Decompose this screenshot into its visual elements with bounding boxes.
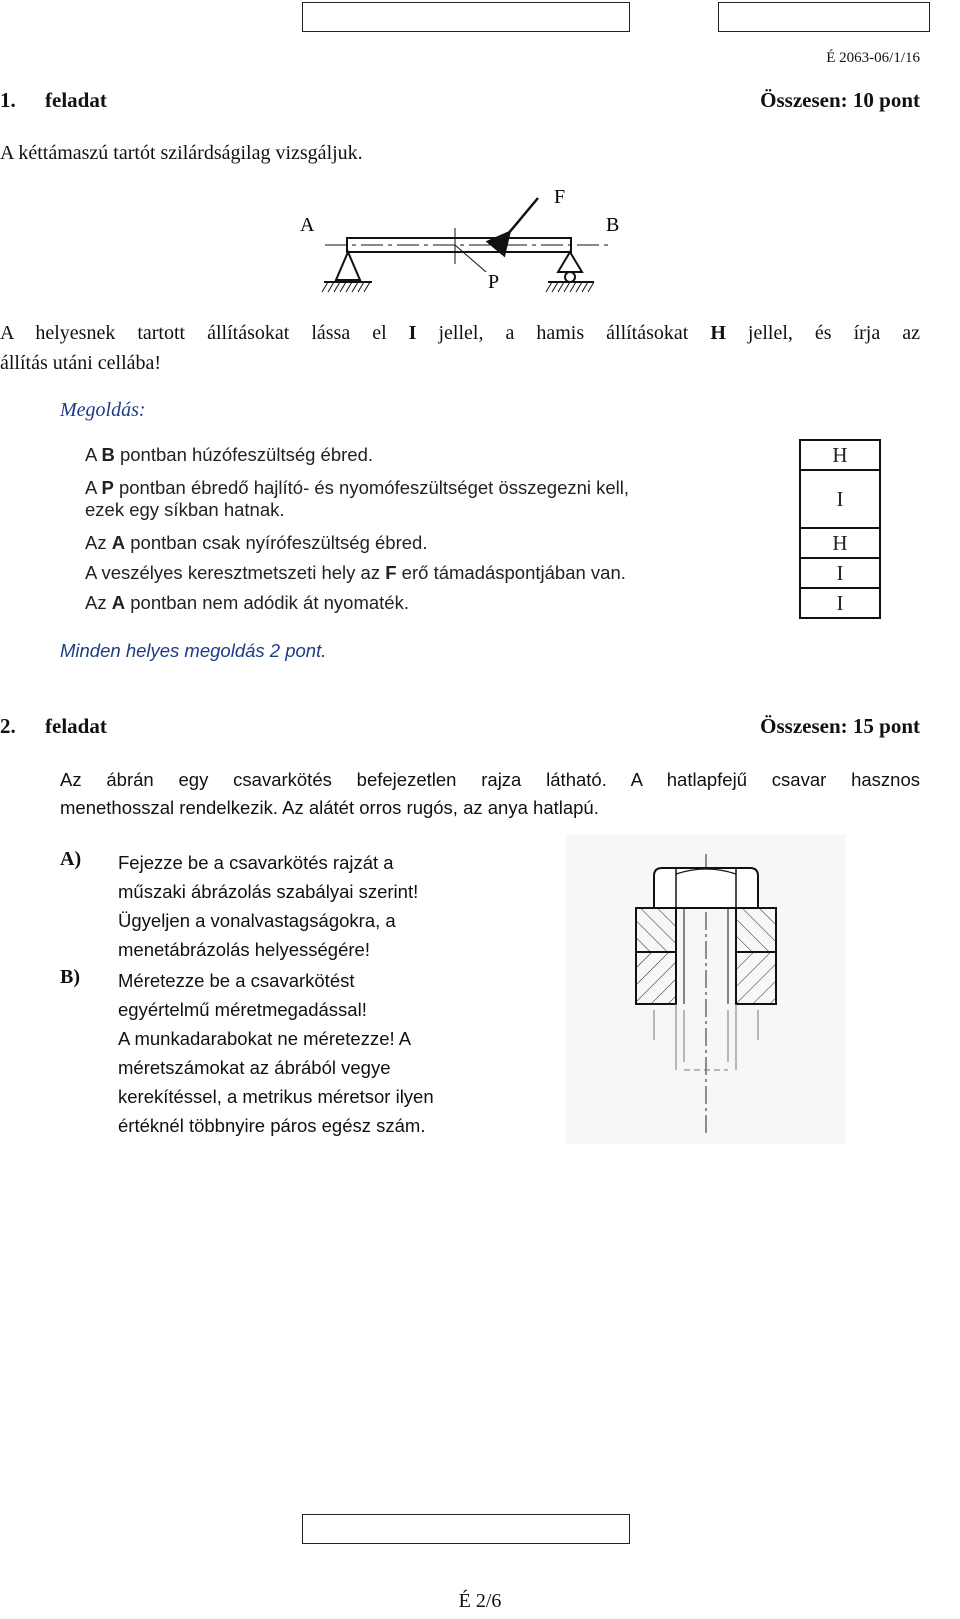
bolt-drawing: [566, 834, 846, 1144]
table-row: [75, 470, 880, 528]
task1-title: feladat: [45, 88, 107, 112]
lower-plate-left: [636, 952, 676, 1004]
answer-cell-4[interactable]: I: [800, 558, 880, 588]
solution-table: [75, 439, 881, 619]
solution-label: Megoldás:: [60, 399, 146, 421]
lower-plate-right: [736, 952, 776, 1004]
header-box-right: [718, 2, 930, 32]
scoring-note: Minden helyes megoldás 2 pont.: [60, 640, 327, 661]
beam-figure: [300, 180, 640, 300]
statement-1: A B pontban húzófeszültség ébred.: [75, 440, 800, 470]
answer-cell-1[interactable]: H: [800, 440, 880, 470]
item-a-text: Fejezze be a csavarkötés rajzát a műszaki ábrázolás szabályai szerint! Ügyeljen a vonalvastagságokra, a menetábrázolás helyességére!: [118, 852, 419, 960]
task1-instruction: A helyesnek tartott állításokat lássa el I jellel, a hamis állításokat H jellel, és írja az: [0, 322, 920, 344]
support-b: [558, 252, 582, 272]
label-b: B: [606, 214, 620, 236]
task2-number: 2.: [0, 714, 16, 738]
header-box-left: [302, 2, 630, 32]
label-a: A: [300, 214, 315, 236]
item-a-label: A): [60, 848, 82, 870]
bolt-head: [654, 868, 758, 908]
table-row: [75, 558, 880, 588]
upper-plate-right: [736, 908, 776, 952]
task2-title: feladat: [45, 714, 107, 738]
force-arrow: [508, 198, 538, 234]
task2-intro-line2: menethosszal rendelkezik. Az alátét orros rugós, az anya hatlapú.: [60, 797, 599, 818]
item-b-text: Méretezze be a csavarkötést egyértelmű méretmegadással! A munkadarabokat ne méretezze! A méretszámokat az ábrából vegye kerekítéssel, a metrikus méretsor ilyen értéknél többnyire páros egész szám.: [118, 970, 434, 1136]
label-f: F: [554, 186, 566, 208]
task1-instruction-line2: állítás utáni cellába!: [0, 352, 162, 374]
label-p: P: [488, 271, 500, 293]
answer-cell-2[interactable]: I: [800, 470, 880, 528]
statement-4: A veszélyes keresztmetszeti hely az F erő támadáspontjában van.: [75, 558, 800, 588]
task1-number: 1.: [0, 88, 16, 112]
footer-box: [302, 1514, 630, 1544]
table-row: [75, 528, 880, 558]
answer-cell-5[interactable]: I: [800, 588, 880, 618]
task2-total: Összesen: 15 pont: [760, 714, 920, 738]
exam-code: É 2063-06/1/16: [826, 50, 920, 66]
task2-intro-line1: Az ábrán egy csavarkötés befejezetlen rajza látható. A hatlapfejű csavar hasznos: [60, 769, 920, 790]
statement-3: Az A pontban csak nyírófeszültség ébred.: [75, 528, 800, 558]
statement-5: Az A pontban nem adódik át nyomaték.: [75, 588, 800, 618]
task1-intro: A kéttámaszú tartót szilárdságilag vizsgáljuk.: [0, 142, 363, 164]
page-number: É 2/6: [458, 1590, 502, 1612]
upper-plate-left: [636, 908, 676, 952]
table-row: [75, 440, 880, 470]
answer-cell-3[interactable]: H: [800, 528, 880, 558]
support-a: [336, 252, 360, 280]
table-row: [75, 588, 880, 618]
task1-total: Összesen: 10 pont: [760, 88, 920, 112]
statement-2: A P pontban ébredő hajlító- és nyomófeszültséget összegezni kell, ezek egy síkban hatnak.: [75, 470, 800, 528]
item-b-label: B): [60, 966, 80, 988]
